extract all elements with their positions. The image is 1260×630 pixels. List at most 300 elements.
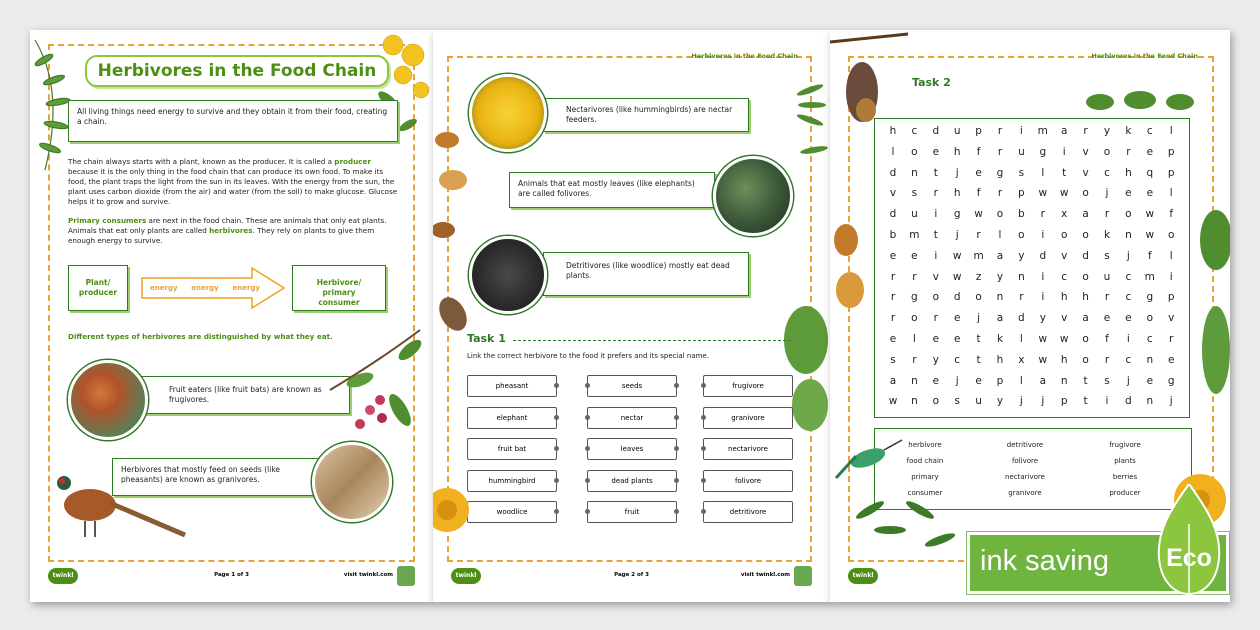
- grid-letter[interactable]: f: [1147, 249, 1152, 262]
- grid-letter[interactable]: e: [975, 166, 982, 179]
- grid-letter[interactable]: j: [955, 229, 959, 241]
- grid-letter[interactable]: p: [1167, 291, 1175, 304]
- energy-label-1: energy: [150, 284, 178, 292]
- grid-letter[interactable]: p: [1060, 395, 1068, 408]
- para2-text-b: are next in the food chain. These are animals that only eat plants. Animals that eat only plants are called: [68, 216, 387, 236]
- energy-label-3: energy: [232, 284, 260, 292]
- grid-letter[interactable]: r: [1083, 125, 1088, 137]
- grid-letter[interactable]: e: [932, 333, 940, 345]
- grid-letter[interactable]: y: [1039, 312, 1046, 325]
- grid-letter[interactable]: c: [1125, 353, 1132, 366]
- grid-letter[interactable]: t: [933, 166, 938, 179]
- grid-letter[interactable]: e: [932, 374, 940, 387]
- pheasant-illustration: [50, 455, 190, 545]
- autumn-leaves-decoration: [830, 210, 870, 340]
- nectarivore-box: [543, 98, 749, 132]
- grid-letter[interactable]: e: [953, 312, 961, 325]
- grid-letter[interactable]: u: [975, 395, 982, 408]
- task1-name-box[interactable]: granivore: [703, 407, 793, 429]
- link-dot-icon[interactable]: [554, 446, 559, 451]
- grid-letter[interactable]: l: [1041, 166, 1045, 179]
- grid-letter[interactable]: f: [976, 145, 981, 158]
- grid-letter[interactable]: y: [996, 270, 1004, 283]
- grid-letter[interactable]: t: [976, 333, 981, 345]
- grid-letter[interactable]: q: [1146, 166, 1154, 179]
- grid-letter[interactable]: i: [1019, 125, 1023, 137]
- grid-letter[interactable]: r: [997, 125, 1003, 137]
- running-head: Herbivores in the Food Chain: [691, 52, 798, 60]
- nectarivore-text: Nectarivores (like hummingbirds) are nectar feeders.: [566, 105, 733, 125]
- task1-name-box[interactable]: folivore: [703, 470, 793, 492]
- word-bank-item: food chain: [906, 457, 944, 465]
- grid-letter[interactable]: w: [1038, 353, 1048, 366]
- grid-letter[interactable]: r: [1040, 208, 1045, 221]
- seeds-photo: [312, 442, 392, 522]
- link-dot-icon[interactable]: [585, 509, 590, 514]
- grid-letter[interactable]: e: [889, 333, 897, 345]
- grid-letter[interactable]: y: [1018, 249, 1025, 262]
- plant-producer-box: [68, 265, 128, 311]
- grid-letter[interactable]: r: [1169, 333, 1174, 345]
- task1-instruction: Link the correct herbivore to the food it prefers and its special name.: [467, 352, 709, 360]
- frugivore-text: Fruit eaters (like fruit bats) are known as frugivores.: [169, 385, 322, 405]
- grid-letter[interactable]: e: [1146, 187, 1154, 200]
- herbivore-consumer-box: [292, 265, 386, 311]
- grid-letter[interactable]: c: [1061, 270, 1068, 283]
- leaves-photo: [713, 156, 793, 236]
- task1-name-box[interactable]: nectarivore: [703, 438, 793, 460]
- grid-letter[interactable]: t: [1083, 374, 1088, 387]
- grid-letter[interactable]: n: [911, 374, 918, 387]
- grid-letter[interactable]: j: [1041, 395, 1045, 408]
- grid-letter[interactable]: v: [1061, 312, 1068, 325]
- grid-letter[interactable]: u: [953, 125, 961, 137]
- grid-letter[interactable]: s: [890, 353, 896, 366]
- grid-letter[interactable]: d: [932, 125, 940, 137]
- grid-letter[interactable]: h: [1060, 291, 1068, 304]
- hummingbird-illustration: [834, 426, 904, 486]
- grid-letter[interactable]: n: [1146, 353, 1154, 366]
- word-bank-item: herbivore: [908, 441, 942, 449]
- grid-letter[interactable]: m: [909, 229, 920, 241]
- grid-letter[interactable]: z: [975, 270, 982, 283]
- grid-letter[interactable]: p: [1167, 145, 1175, 158]
- woodlouse-icon: [433, 288, 473, 338]
- grid-letter[interactable]: o: [1082, 270, 1089, 283]
- grid-letter[interactable]: i: [1062, 145, 1066, 158]
- producer-paragraph: [68, 157, 398, 207]
- grid-letter[interactable]: o: [996, 208, 1004, 221]
- grid-letter[interactable]: r: [890, 291, 896, 304]
- grid-letter[interactable]: l: [998, 229, 1002, 241]
- granivore-text: Herbivores that mostly feed on seeds (like pheasants) are known as granivores.: [121, 465, 281, 485]
- grid-letter[interactable]: x: [1018, 353, 1025, 366]
- link-dot-icon[interactable]: [701, 415, 706, 420]
- grid-letter[interactable]: e: [1125, 187, 1132, 200]
- grid-letter[interactable]: f: [976, 187, 981, 200]
- link-dot-icon[interactable]: [554, 415, 559, 420]
- grid-letter[interactable]: t: [976, 353, 981, 366]
- herbivores-keyword: herbivores: [209, 226, 253, 236]
- grid-letter[interactable]: r: [997, 187, 1003, 200]
- link-dot-icon[interactable]: [674, 478, 679, 483]
- grid-letter[interactable]: n: [996, 291, 1004, 304]
- grid-letter[interactable]: e: [1103, 312, 1111, 325]
- grid-letter[interactable]: r: [1104, 353, 1110, 366]
- grid-letter[interactable]: a: [996, 312, 1004, 325]
- grid-letter[interactable]: l: [1169, 187, 1173, 200]
- link-dot-icon[interactable]: [701, 383, 706, 388]
- grid-letter[interactable]: j: [977, 312, 981, 325]
- grid-letter[interactable]: n: [1060, 374, 1068, 387]
- grid-letter[interactable]: u: [911, 208, 918, 221]
- grid-letter[interactable]: l: [1169, 249, 1173, 262]
- grid-letter[interactable]: r: [912, 353, 917, 366]
- producer-keyword: producer: [334, 157, 371, 166]
- task1-animal-box[interactable]: pheasant: [467, 375, 557, 397]
- word-bank-item: granivore: [1008, 489, 1042, 497]
- word-bank-item: producer: [1109, 489, 1141, 497]
- grid-letter[interactable]: j: [1169, 395, 1173, 408]
- grid-letter[interactable]: h: [1125, 166, 1132, 179]
- plant-producer-label: Plant/ producer: [78, 278, 118, 298]
- berry-branch-illustration: [320, 320, 430, 450]
- grid-letter[interactable]: r: [1019, 291, 1024, 304]
- grid-letter[interactable]: w: [888, 395, 898, 408]
- grid-letter[interactable]: i: [934, 249, 938, 262]
- grid-letter[interactable]: a: [996, 249, 1004, 262]
- grid-letter[interactable]: h: [953, 145, 961, 158]
- grid-letter[interactable]: e: [911, 249, 918, 262]
- grid-letter[interactable]: a: [889, 374, 897, 387]
- herbivore-consumer-label: Herbivore/ primary consumer: [316, 278, 362, 308]
- grid-letter[interactable]: g: [1167, 374, 1175, 387]
- grid-letter[interactable]: n: [1018, 270, 1025, 283]
- grid-letter[interactable]: d: [889, 208, 897, 221]
- autumn-leaves-decoration: [433, 120, 473, 270]
- task1-food-box[interactable]: seeds: [587, 375, 677, 397]
- grid-letter[interactable]: e: [1146, 374, 1154, 387]
- grid-letter[interactable]: m: [1144, 270, 1155, 283]
- grid-letter[interactable]: u: [1103, 270, 1111, 283]
- link-dot-icon[interactable]: [701, 478, 706, 483]
- grid-letter[interactable]: r: [1126, 145, 1131, 158]
- link-dot-icon[interactable]: [674, 446, 679, 451]
- link-dot-icon[interactable]: [674, 509, 679, 514]
- grid-letter[interactable]: e: [953, 333, 961, 345]
- grid-letter[interactable]: j: [1126, 374, 1130, 387]
- grid-letter[interactable]: c: [911, 125, 918, 137]
- grid-letter[interactable]: d: [1082, 249, 1089, 262]
- grid-letter[interactable]: r: [890, 312, 896, 325]
- grid-letter[interactable]: w: [1059, 333, 1069, 345]
- task1-name-box[interactable]: frugivore: [703, 375, 793, 397]
- frugivore-box: [140, 376, 350, 414]
- word-bank-item: consumer: [907, 489, 943, 497]
- para1-text-a: The chain always starts with a plant, known as the producer. It is called a: [68, 157, 335, 166]
- word-bank-item: nectarivore: [1005, 473, 1045, 481]
- grid-letter[interactable]: r: [976, 229, 981, 241]
- grid-letter[interactable]: s: [1018, 166, 1025, 179]
- grid-letter[interactable]: e: [1146, 145, 1154, 158]
- flower-photo: [469, 74, 547, 152]
- grid-letter[interactable]: h: [953, 187, 961, 200]
- grid-letter[interactable]: o: [932, 291, 940, 304]
- para2-text-d: . They rely on plants to give them enough energy to survive.: [68, 226, 375, 246]
- grid-letter[interactable]: d: [1125, 395, 1132, 408]
- green-leaves-decoration: [1190, 200, 1230, 430]
- grid-letter[interactable]: j: [1105, 187, 1109, 200]
- grid-letter[interactable]: x: [1061, 208, 1068, 221]
- task1-food-box[interactable]: nectar: [587, 407, 677, 429]
- detritivore-text: Detritivores (like woodlice) mostly eat dead plants.: [566, 261, 730, 281]
- grid-letter[interactable]: i: [934, 208, 938, 221]
- running-head: Herbivores in the Food Chain: [1091, 52, 1198, 60]
- grid-letter[interactable]: a: [1060, 125, 1068, 137]
- grid-letter[interactable]: k: [1125, 125, 1132, 137]
- grid-letter[interactable]: v: [1082, 166, 1089, 179]
- grid-letter[interactable]: o: [1082, 353, 1089, 366]
- grid-letter[interactable]: u: [1018, 145, 1025, 158]
- energy-labels: [150, 284, 260, 292]
- grid-letter[interactable]: g: [953, 208, 961, 221]
- grid-letter[interactable]: i: [1041, 291, 1045, 304]
- grid-letter[interactable]: p: [1018, 187, 1025, 200]
- grid-letter[interactable]: w: [952, 270, 962, 283]
- grid-letter[interactable]: e: [889, 249, 897, 262]
- grid-letter[interactable]: l: [891, 145, 895, 158]
- grid-letter[interactable]: a: [1039, 374, 1047, 387]
- task1-food-box[interactable]: fruit: [587, 501, 677, 523]
- wordsearch-grid[interactable]: [874, 118, 1190, 418]
- grid-letter[interactable]: v: [1082, 145, 1089, 158]
- grid-letter[interactable]: k: [1103, 229, 1111, 241]
- grid-letter[interactable]: l: [912, 333, 916, 345]
- grid-letter[interactable]: c: [1125, 270, 1132, 283]
- link-dot-icon[interactable]: [554, 383, 559, 388]
- grid-letter[interactable]: i: [1169, 270, 1173, 283]
- intro-text: All living things need energy to survive and they obtain it from their food, creating a chain.: [77, 107, 388, 127]
- link-dot-icon[interactable]: [585, 446, 590, 451]
- grid-letter[interactable]: e: [975, 374, 982, 387]
- page-1: [30, 30, 433, 602]
- quality-badge-icon: [397, 566, 415, 586]
- grid-letter[interactable]: h: [889, 125, 897, 137]
- link-dot-icon[interactable]: [554, 478, 559, 483]
- grid-letter[interactable]: w: [1038, 333, 1048, 345]
- grid-letter[interactable]: g: [1146, 291, 1154, 304]
- grid-letter[interactable]: s: [1104, 374, 1110, 387]
- grid-letter[interactable]: s: [954, 395, 960, 408]
- word-bank-item: berries: [1112, 473, 1138, 481]
- grid-letter[interactable]: c: [1104, 166, 1110, 179]
- detritivore-box: [543, 252, 749, 296]
- fern-top-decoration: [1080, 72, 1210, 122]
- task1-animal-box[interactable]: woodlice: [467, 501, 557, 523]
- grid-letter[interactable]: o: [1082, 187, 1089, 200]
- grid-letter[interactable]: r: [1104, 208, 1110, 221]
- grid-letter[interactable]: o: [1082, 229, 1089, 241]
- grid-letter[interactable]: j: [1019, 395, 1023, 408]
- types-heading: Different types of herbivores are distinguished by what they eat.: [68, 332, 333, 341]
- link-dot-icon[interactable]: [701, 446, 706, 451]
- grid-letter[interactable]: w: [1059, 187, 1069, 200]
- grid-letter[interactable]: v: [932, 270, 939, 283]
- grid-letter[interactable]: p: [996, 374, 1004, 387]
- grid-letter[interactable]: t: [1062, 166, 1067, 179]
- grid-letter[interactable]: m: [1037, 125, 1048, 137]
- grid-letter[interactable]: j: [1126, 249, 1130, 262]
- grid-letter[interactable]: j: [955, 374, 959, 387]
- grid-letter[interactable]: w: [974, 208, 983, 221]
- link-dot-icon[interactable]: [701, 509, 706, 514]
- grid-letter[interactable]: k: [996, 333, 1004, 345]
- grid-letter[interactable]: o: [1103, 145, 1111, 158]
- grid-letter[interactable]: y: [932, 353, 939, 366]
- grid-letter[interactable]: c: [1125, 291, 1132, 304]
- link-dot-icon[interactable]: [674, 383, 679, 388]
- grid-letter[interactable]: a: [1082, 312, 1089, 325]
- grid-letter[interactable]: h: [1060, 353, 1068, 366]
- grid-letter[interactable]: p: [975, 125, 982, 137]
- dead-plants-photo: [469, 236, 547, 314]
- grid-letter[interactable]: c: [1146, 125, 1153, 137]
- folivore-box: [509, 172, 715, 208]
- primary-consumers-keyword: Primary consumers: [68, 216, 147, 225]
- eco-leaf-icon: [1157, 484, 1221, 602]
- grid-letter[interactable]: w: [1145, 208, 1155, 221]
- grid-letter[interactable]: o: [1060, 229, 1068, 241]
- grid-letter[interactable]: w: [1038, 187, 1048, 200]
- grid-letter[interactable]: t: [1083, 395, 1088, 408]
- task1-animal-box[interactable]: hummingbird: [467, 470, 557, 492]
- grid-letter[interactable]: v: [889, 187, 897, 200]
- grid-letter[interactable]: l: [1019, 374, 1023, 387]
- grid-letter[interactable]: o: [911, 145, 918, 158]
- grid-letter[interactable]: s: [1104, 249, 1110, 262]
- grid-letter[interactable]: f: [1105, 333, 1109, 345]
- link-dot-icon[interactable]: [674, 415, 679, 420]
- para1-text-c: because it is the only thing in the food chain that can produce its own food. To make its food, the plant traps the light from the sun in its leaves. With the energy from the sun, the plant uses carbon dioxide (from the air) and water (from the soil) to make glucose. Glucose helps it to grow and survive.: [68, 167, 398, 207]
- grid-letter[interactable]: i: [1041, 270, 1045, 283]
- grid-letter[interactable]: i: [1105, 395, 1109, 408]
- grid-letter[interactable]: d: [1018, 312, 1025, 325]
- marigold-decoration: [433, 470, 477, 570]
- consumer-paragraph: [68, 216, 398, 246]
- grid-letter[interactable]: m: [973, 249, 984, 262]
- grid-letter[interactable]: n: [1146, 395, 1154, 408]
- grid-letter[interactable]: n: [1125, 229, 1132, 241]
- grid-letter[interactable]: v: [1061, 249, 1068, 262]
- word-bank-item: plants: [1114, 457, 1136, 465]
- grid-letter[interactable]: r: [890, 270, 896, 283]
- task1-food-box[interactable]: leaves: [587, 438, 677, 460]
- grid-letter[interactable]: o: [975, 291, 982, 304]
- grid-letter[interactable]: o: [1146, 312, 1154, 325]
- grid-letter[interactable]: e: [1167, 353, 1175, 366]
- grid-letter[interactable]: t: [933, 229, 938, 241]
- task1-animal-box[interactable]: fruit bat: [467, 438, 557, 460]
- visit-link[interactable]: visit twinkl.com: [740, 572, 790, 578]
- grid-letter[interactable]: o: [1082, 333, 1089, 345]
- grid-letter[interactable]: o: [1018, 229, 1025, 241]
- grid-letter[interactable]: h: [996, 353, 1004, 366]
- link-dot-icon[interactable]: [554, 509, 559, 514]
- grid-letter[interactable]: o: [932, 395, 940, 408]
- grid-letter[interactable]: e: [932, 145, 940, 158]
- word-bank-item: folivore: [1011, 457, 1039, 465]
- twinkl-logo: twinkl: [48, 568, 78, 584]
- grid-letter[interactable]: o: [1167, 229, 1175, 241]
- task1-rule: [513, 340, 791, 341]
- grid-letter[interactable]: y: [1103, 125, 1111, 137]
- task1-food-box[interactable]: dead plants: [587, 470, 677, 492]
- berries-photo: [68, 360, 148, 440]
- grid-letter[interactable]: r: [912, 270, 917, 283]
- grid-letter[interactable]: r: [933, 312, 938, 325]
- task2-title: Task 2: [912, 76, 951, 89]
- grid-letter[interactable]: w: [1145, 229, 1155, 241]
- grid-letter[interactable]: c: [954, 353, 961, 366]
- grid-letter[interactable]: v: [1168, 312, 1175, 325]
- grid-letter[interactable]: r: [1104, 291, 1110, 304]
- page-2: [433, 30, 830, 602]
- grid-letter[interactable]: g: [911, 291, 918, 304]
- grid-letter[interactable]: g: [1039, 145, 1047, 158]
- energy-label-2: energy: [191, 284, 219, 292]
- grid-letter[interactable]: j: [955, 166, 959, 179]
- grid-letter[interactable]: h: [1082, 291, 1089, 304]
- task1-title: Task 1: [467, 332, 506, 345]
- leaf-spray-decoration: [830, 480, 970, 570]
- grid-letter[interactable]: a: [1082, 208, 1089, 221]
- grid-letter[interactable]: d: [889, 166, 897, 179]
- grid-letter[interactable]: i: [1041, 229, 1045, 241]
- intro-box: [68, 100, 398, 142]
- grid-letter[interactable]: o: [1125, 208, 1132, 221]
- grid-letter[interactable]: e: [1125, 312, 1132, 325]
- visit-link[interactable]: visit twinkl.com: [343, 572, 393, 578]
- grid-letter[interactable]: y: [996, 395, 1004, 408]
- grid-letter[interactable]: w: [952, 249, 962, 262]
- grid-letter[interactable]: d: [953, 291, 961, 304]
- grid-letter[interactable]: l: [1019, 333, 1023, 345]
- grid-letter[interactable]: b: [889, 229, 897, 241]
- grid-letter[interactable]: r: [933, 187, 938, 200]
- grid-letter[interactable]: i: [1126, 333, 1130, 345]
- grid-letter[interactable]: b: [1018, 208, 1025, 221]
- grid-letter[interactable]: f: [1169, 208, 1174, 221]
- grid-letter[interactable]: r: [997, 145, 1003, 158]
- grid-letter[interactable]: s: [911, 187, 918, 200]
- grid-letter[interactable]: p: [1167, 166, 1175, 179]
- grid-letter[interactable]: d: [1039, 249, 1047, 262]
- page-footer: [451, 566, 812, 588]
- grid-letter[interactable]: g: [996, 166, 1004, 179]
- grid-letter[interactable]: n: [911, 166, 918, 179]
- twinkl-logo: twinkl: [451, 568, 481, 584]
- task1-animal-box[interactable]: elephant: [467, 407, 557, 429]
- grid-letter[interactable]: n: [911, 395, 918, 408]
- link-dot-icon[interactable]: [585, 383, 590, 388]
- grid-letter[interactable]: o: [911, 312, 918, 325]
- page-number: Page 1 of 3: [214, 572, 249, 578]
- link-dot-icon[interactable]: [585, 415, 590, 420]
- link-dot-icon[interactable]: [585, 478, 590, 483]
- grid-letter[interactable]: c: [1146, 333, 1153, 345]
- task1-name-box[interactable]: detritivore: [703, 501, 793, 523]
- grid-letter[interactable]: l: [1169, 125, 1173, 137]
